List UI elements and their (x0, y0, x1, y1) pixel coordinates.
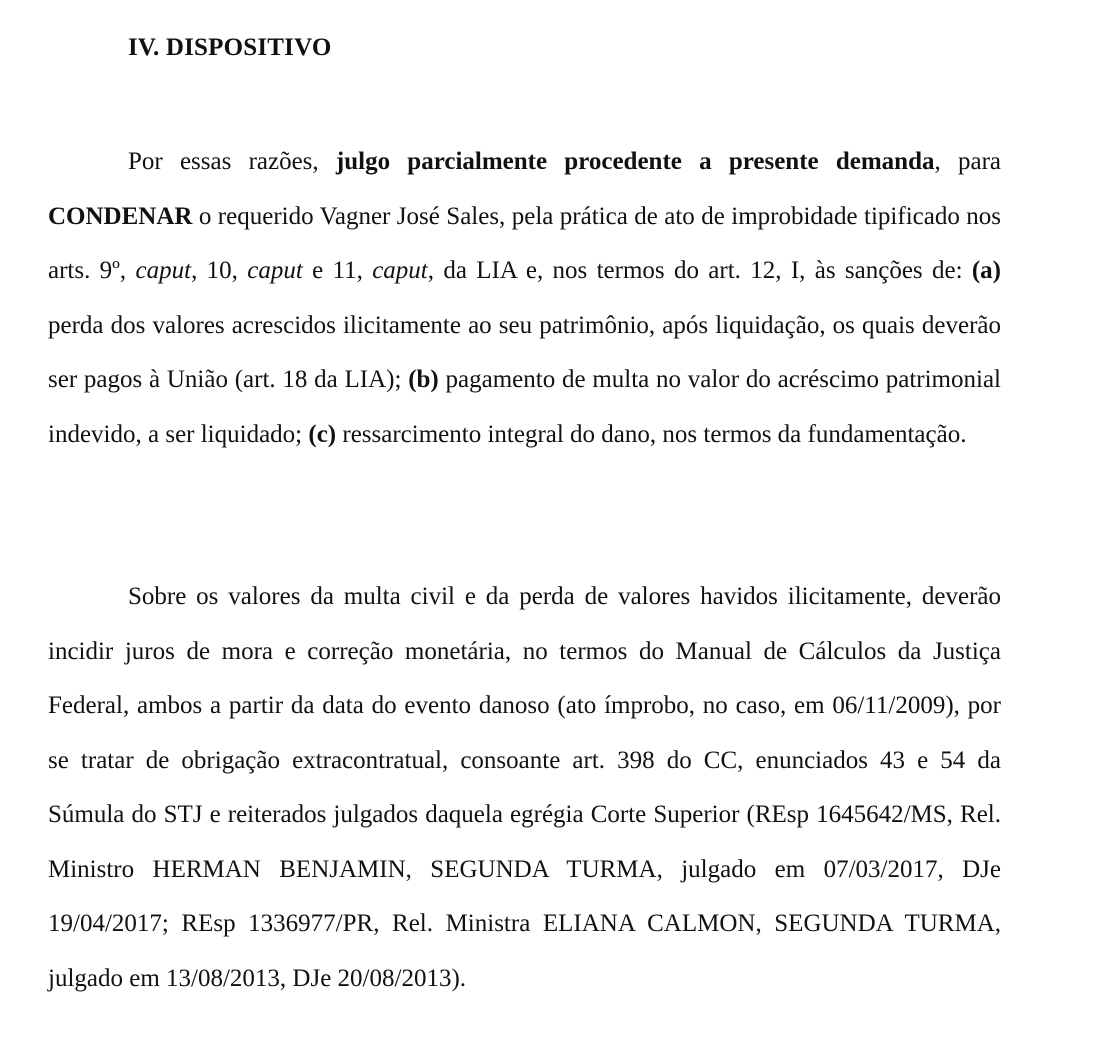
text-segment: Por essas razões, (128, 148, 336, 175)
text-segment: , para (934, 148, 1001, 175)
text-segment: ressarcimento integral do dano, nos termos da fundamentação. (336, 420, 967, 448)
text-segment: , 10, (191, 257, 248, 284)
text-segment: e 11, (302, 257, 373, 284)
bold-condenar: CONDENAR (48, 202, 193, 230)
text-segment: pagamento de multa no valor do acréscimo patrimonial indevido, a ser liquidado; (48, 366, 1001, 448)
text-segment: o requerido Vagner José Sales, pela prática de ato de improbidade tipificado nos arts. 9º, (48, 202, 1001, 284)
italic-caput: caput (372, 257, 428, 284)
paragraph-interest: Sobre os valores da multa civil e da perda de valores havidos ilicitamente, deverão incidir juros de mora e correção monetária, no termos do Manual de Cálculos da Justiça Federal, ambos a partir da data do evento danoso (ato ímprobo, no caso, em 06/11/2009), por se tratar de obrigação extracontratual, consoante art. 398 do CC, enunciados 43 e 54 da Súmula do STJ e reiterados julgados daquela egrégia Corte Superior (REsp 1645642/MS, Rel. Ministro HERMAN BENJAMIN, SEGUNDA TURMA, julgado em 07/03/2017, DJe 19/04/2017; REsp 1336977/PR, Rel. Ministra ELIANA CALMON, SEGUNDA TURMA, julgado em 13/08/2013, DJe 20/08/2013). (48, 583, 1001, 992)
bold-ruling-phrase: julgo parcialmente procedente a presente demanda (335, 148, 935, 175)
paragraph-ruling (48, 135, 1001, 462)
text-segment: , da LIA e, nos termos do art. 12, I, às sanções de: (427, 257, 972, 284)
text-segment: perda dos valores acrescidos ilicitamente ao seu patrimônio, após liquidação, os quais deverão ser pagos à União (art. 18 da LIA); (48, 311, 1001, 393)
italic-caput: caput (247, 257, 303, 284)
bold-item-a: (a) (971, 257, 1002, 284)
section-heading: IV. DISPOSITIVO (128, 34, 332, 61)
bold-item-b: (b) (408, 366, 439, 393)
bold-item-c: (c) (308, 420, 337, 448)
italic-caput: caput (135, 257, 192, 284)
